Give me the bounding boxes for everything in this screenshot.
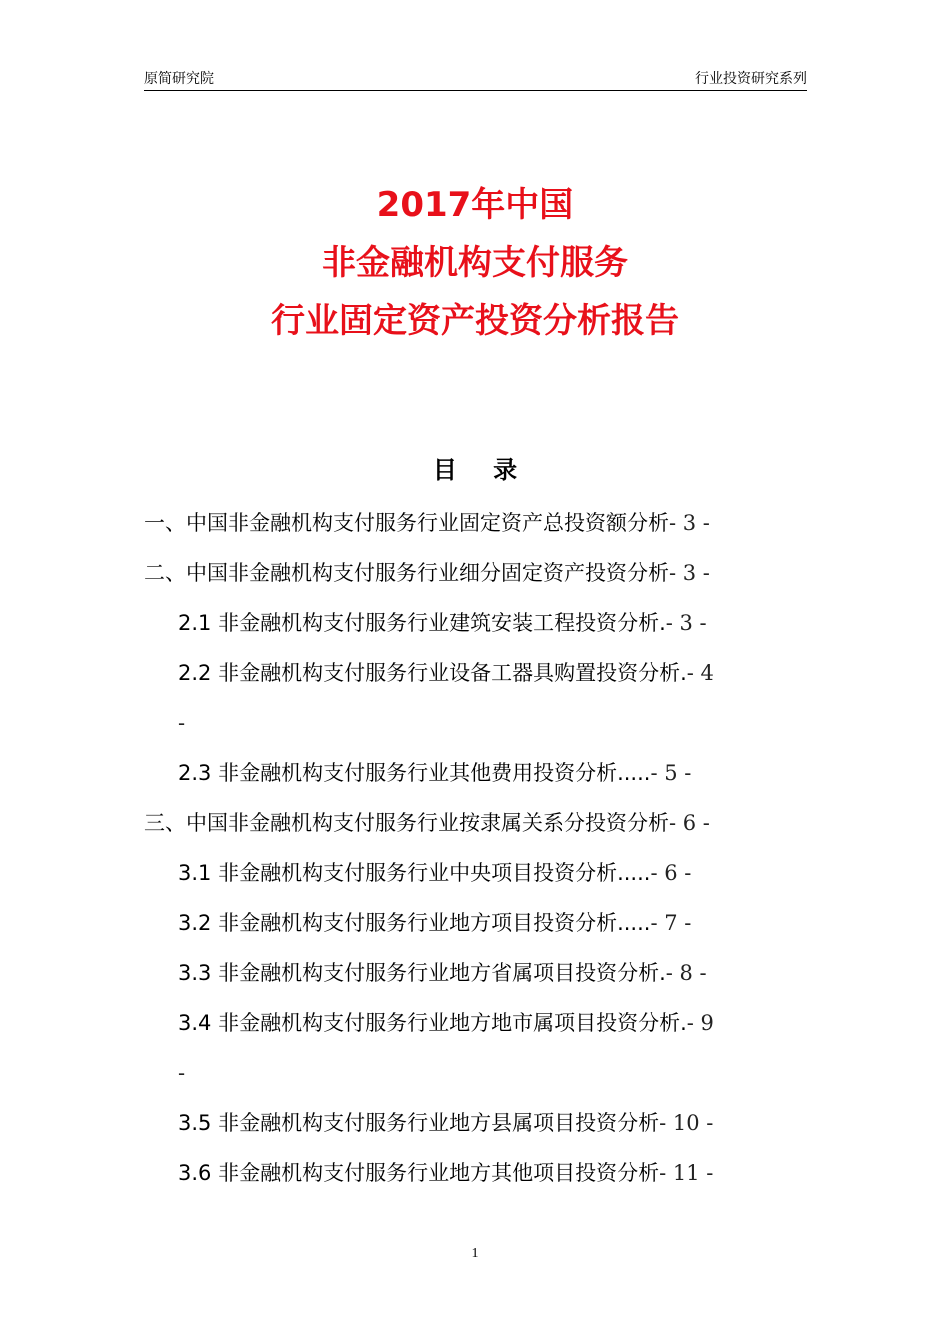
toc-entry-text: 3.6 非金融机构支付服务行业地方其他项目投资分析 <box>178 1161 660 1185</box>
toc-entry-text: 2.2 非金融机构支付服务行业设备工器具购置投资分析. <box>178 661 687 685</box>
page-number: 1 <box>471 1246 479 1261</box>
toc-entry-text: 3.4 非金融机构支付服务行业地方地市属项目投资分析. <box>178 1011 687 1035</box>
toc-entry-text: 3.1 非金融机构支付服务行业中央项目投资分析..... <box>178 861 651 885</box>
toc-entry-text: 三、中国非金融机构支付服务行业按隶属关系分投资分析 <box>144 811 669 835</box>
toc-entry[interactable] <box>144 598 810 648</box>
toc-entry-text: 3.5 非金融机构支付服务行业地方县属项目投资分析 <box>178 1111 660 1135</box>
toc-entry-text: 一、中国非金融机构支付服务行业固定资产总投资额分析 <box>144 511 669 535</box>
title-line-1: 2017年中国 <box>376 185 574 225</box>
toc-entry-page: - 5 - <box>650 761 692 785</box>
toc-heading: 目 录 <box>432 456 532 484</box>
toc-entry-page: - 4 <box>686 661 714 685</box>
toc-entry[interactable] <box>144 498 810 548</box>
table-of-contents <box>144 498 810 1198</box>
report-title <box>0 176 950 350</box>
toc-entry-text: 3.3 非金融机构支付服务行业地方省属项目投资分析. <box>178 961 666 985</box>
toc-entry-page: - 10 - <box>659 1111 714 1135</box>
toc-entry-text: 2.1 非金融机构支付服务行业建筑安装工程投资分析. <box>178 611 666 635</box>
toc-entry-page: - 8 - <box>665 961 707 985</box>
toc-entry-page: - 3 - <box>669 561 710 585</box>
toc-entry-page: - 6 - <box>669 811 710 835</box>
toc-entry-page: - 9 <box>686 1011 714 1035</box>
toc-entry[interactable] <box>144 1098 810 1148</box>
toc-entry[interactable] <box>144 748 810 798</box>
toc-entry[interactable] <box>144 648 810 698</box>
page-header <box>144 64 807 91</box>
toc-entry[interactable] <box>144 548 810 598</box>
toc-entry[interactable] <box>144 798 810 848</box>
toc-entry-page: - 6 - <box>650 861 692 885</box>
title-line-3: 行业固定资产投资分析报告 <box>271 301 679 341</box>
toc-entry-page: - 3 - <box>665 611 707 635</box>
toc-entry-page-wrap: - <box>178 1061 186 1085</box>
toc-entry-page-wrap: - <box>178 711 186 735</box>
title-line-2: 非金融机构支付服务 <box>322 243 628 283</box>
toc-entry[interactable] <box>144 898 810 948</box>
toc-entry-page: - 11 - <box>659 1161 714 1185</box>
toc-entry[interactable] <box>144 998 810 1048</box>
header-series-name: 行业投资研究系列 <box>695 71 807 87</box>
toc-entry-text: 二、中国非金融机构支付服务行业细分固定资产投资分析 <box>144 561 669 585</box>
toc-entry-text: 2.3 非金融机构支付服务行业其他费用投资分析..... <box>178 761 651 785</box>
toc-entry-page: - 7 - <box>650 911 692 935</box>
toc-entry-page: - 3 - <box>669 511 710 535</box>
header-org-name: 原简研究院 <box>144 71 214 87</box>
toc-entry[interactable] <box>144 1148 810 1198</box>
toc-entry[interactable] <box>144 848 810 898</box>
toc-entry-text: 3.2 非金融机构支付服务行业地方项目投资分析..... <box>178 911 651 935</box>
toc-entry[interactable] <box>144 948 810 998</box>
